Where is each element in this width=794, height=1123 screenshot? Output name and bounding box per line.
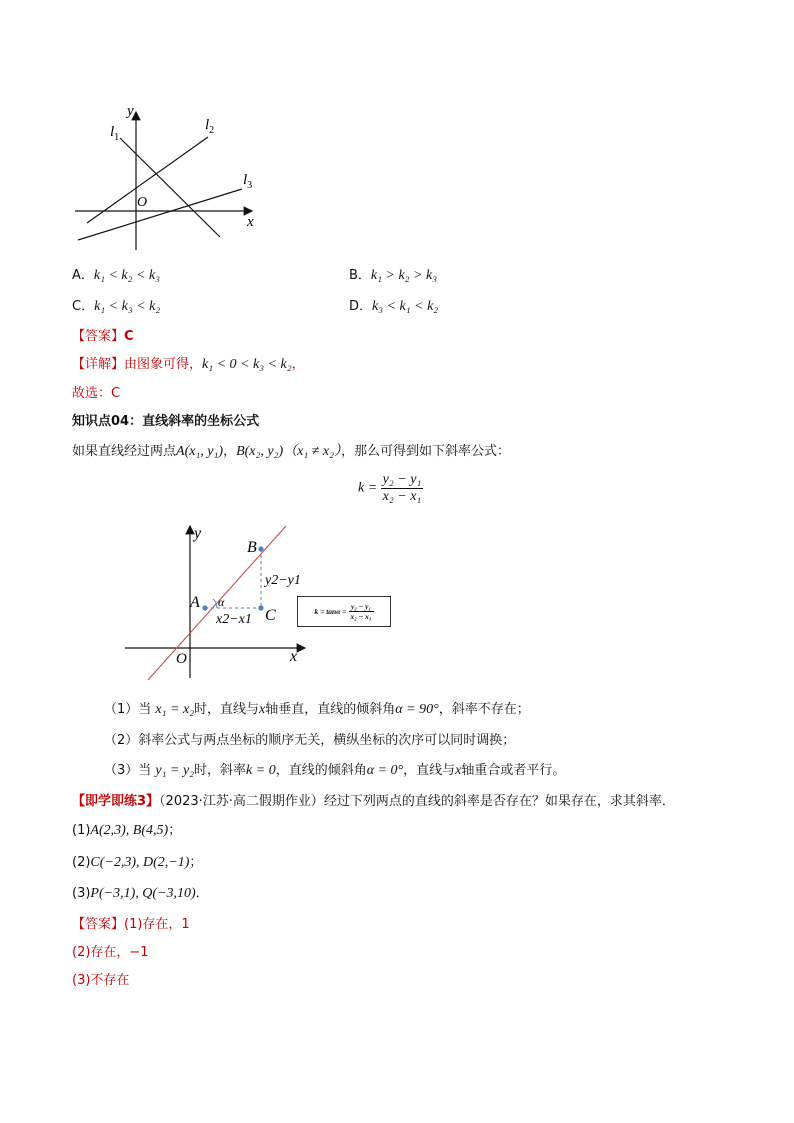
dx-label: x2−x1 [216,612,252,627]
option-d-label: D． [349,299,373,314]
option-a-text: k₁ < k₂ < k₃ [93,268,161,283]
formula-numerator: y₂ − y₁ [382,472,422,487]
intro-sep: ， [223,444,237,459]
note-3-m2: k = 0 [246,763,276,778]
answer-tag: 【答案】 [72,329,125,344]
line-ab [148,526,286,680]
note-1 [104,698,530,718]
l3-label: $l_3$ [243,172,253,191]
slope-formula [358,472,423,505]
note-3-m3: α = 0° [366,763,404,778]
option-a-label: A． [72,268,94,283]
l2-label: $l_2$ [205,117,215,136]
note-1-d: ，斜率不存在； [438,702,530,717]
exercise-source: （2023·江苏·高二假期作业） [159,794,324,809]
figure-three-lines [70,100,270,255]
option-d[interactable] [349,295,438,315]
point-c-dot [258,605,263,610]
point-a: A(x₁, y₁) [176,444,224,459]
x-label: x [290,648,298,665]
answer-value: C [124,329,134,344]
answer2-line3: (3)不存在 [72,973,130,988]
exercise-item-1 [72,819,181,839]
exercise-question: 经过下列两点的直线的斜率是否存在？如果存在，求其斜率． [323,794,675,809]
y-label: y [127,103,134,119]
option-b-text: k₁ > k₂ > k₃ [370,268,438,283]
item-end: ； [168,823,182,838]
exercise-item-2 [72,851,202,871]
point-a-dot [202,605,207,610]
note-3 [104,759,565,779]
point-c-label: C [265,607,276,624]
point-b-dot [258,546,263,551]
note-3-d: ，直线与 [403,763,456,778]
tan-formula-fraction [349,602,374,621]
point-b-label: B [247,539,257,556]
detail-math: k₁ < 0 < k₃ < k₂ [202,357,292,372]
knowledge-intro [72,440,510,460]
alpha-label: α [218,595,225,609]
option-c[interactable] [72,295,160,315]
condition: （x₁ ≠ x₂） [283,444,341,459]
note-3-x: x [455,763,462,778]
intro-text-2: ，那么可得到如下斜率公式： [340,444,510,459]
exercise-item-3 [72,882,209,902]
note-3-b: 时，斜率 [194,763,247,778]
option-c-text: k₁ < k₃ < k₂ [94,299,161,314]
origin-label: O [137,195,148,210]
note-2: （2）斜率公式与两点坐标的顺序无关，横纵坐标的次序可以同时调换； [104,733,516,748]
detail-end: ， [291,357,305,372]
point-a-label: A [190,594,200,611]
option-d-text: k₃ < k₁ < k₂ [372,299,439,314]
note-1-c: 轴垂直，直线的倾斜角 [265,702,396,717]
option-b[interactable] [349,264,437,284]
answer-line [72,325,134,344]
item-label: (3) [72,886,91,901]
origin-label: O [176,651,187,667]
formula-denominator: x₂ − x₁ [382,489,422,504]
note-1-x: x [259,702,266,717]
tan-formula-numerator: y₂ − y₁ [349,602,374,612]
x-label: x [247,214,254,230]
detail-text: 由图象可得， [124,357,203,372]
note-3-m1: y₁ = y₂ [155,763,195,778]
note-1-a: （1）当 [104,702,152,717]
exercise-header [72,790,675,809]
formula-lhs: k = [358,480,378,496]
line-l2 [87,137,208,223]
tan-formula-lhs: k = tanα = [314,607,347,616]
l1-label: $l_1$ [110,124,120,143]
dy-label: y2−y1 [265,573,301,588]
note-1-m1: x₁ = x₂ [155,702,195,717]
item-points: C(−2,3), D(2,−1) [90,855,190,870]
note-3-e: 轴重合或者平行。 [461,763,566,778]
tan-formula-denominator: x₂ − x₁ [350,612,372,621]
detail-line [72,353,305,373]
option-c-label: C． [72,299,95,314]
knowledge-title: 知识点04：直线斜率的坐标公式 [72,414,260,429]
option-b-label: B． [349,268,371,283]
detail-tag: 【详解】 [72,357,125,372]
answer2-line1 [72,913,190,932]
note-1-b: 时，直线与 [194,702,260,717]
answer2-line1-text: (1)存在，1 [124,917,190,932]
item-points: A(2,3), B(4,5) [90,823,169,838]
point-b: B(x₂, y₂) [236,444,284,459]
y-label: y [194,525,202,542]
conclusion-line: 故选：C [72,386,121,401]
item-points: P(−3,1), Q(−3,10) [90,886,196,901]
item-end: ； [189,855,203,870]
exercise-tag: 【即学即练3】 [72,794,160,809]
answer2-tag: 【答案】 [72,917,125,932]
item-end: ． [195,886,209,901]
line-l3 [78,189,242,240]
note-3-c: ，直线的倾斜角 [275,763,367,778]
note-1-m2: α = 90° [395,702,439,717]
tan-formula-box [297,596,391,627]
note-3-a: （3）当 [104,763,152,778]
intro-text-1: 如果直线经过两点 [72,444,177,459]
item-label: (1) [72,823,91,838]
formula-fraction [381,472,424,505]
answer2-line2: (2)存在，−1 [72,945,149,960]
item-label: (2) [72,855,91,870]
option-a[interactable] [72,264,160,284]
